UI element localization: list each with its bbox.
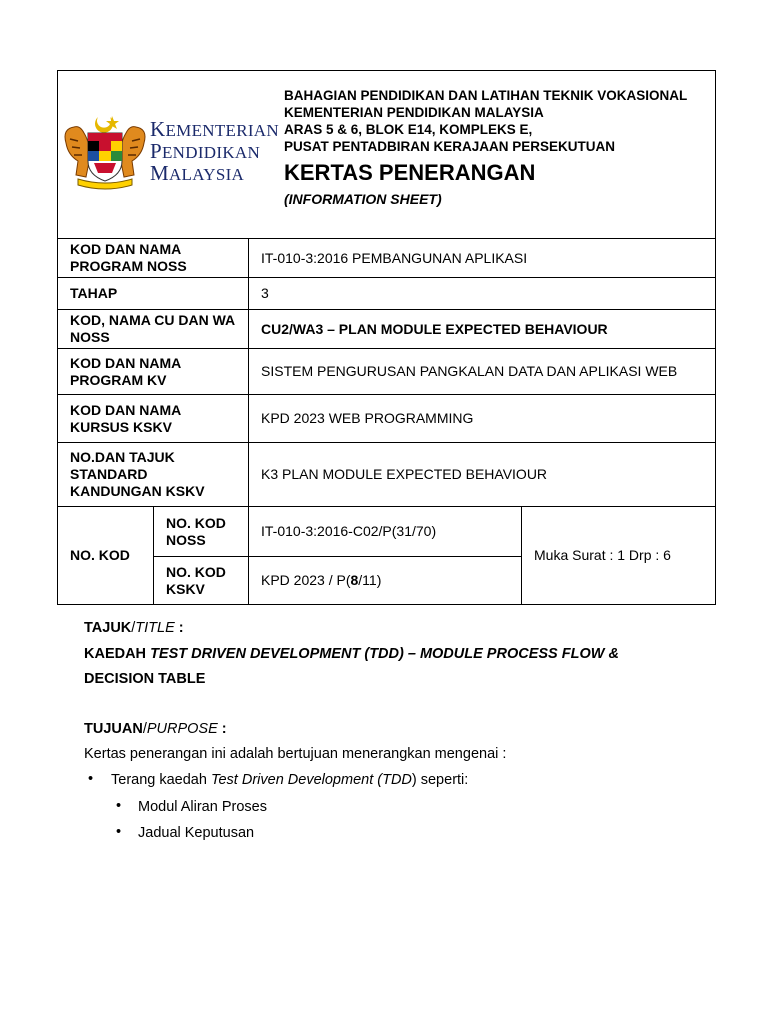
list-item: Modul Aliran Proses	[138, 799, 267, 815]
purpose-heading: TUJUAN/PURPOSE :	[84, 721, 227, 737]
kskv-code-value: KPD 2023 / P(8/11)	[249, 557, 522, 605]
list-item: Jadual Keputusan	[138, 825, 255, 841]
row-value: SISTEM PENGURUSAN PANGKALAN DATA DAN APLIKASI WEB	[249, 349, 716, 395]
row-value: KPD 2023 WEB PROGRAMMING	[249, 395, 716, 443]
row-label: TAHAP	[58, 278, 249, 310]
bullet-icon: •	[116, 824, 122, 840]
page-number: Muka Surat : 1 Drp : 6	[522, 507, 716, 605]
noss-code-value: IT-010-3:2016-C02/P(31/70)	[249, 507, 522, 557]
table-row	[58, 395, 716, 443]
malaysia-coat-of-arms-icon	[60, 113, 150, 193]
sheet-title: KERTAS PENERANGAN	[284, 160, 536, 185]
list-item: Terang kaedah Test Driven Development (TDD) seperti:	[111, 772, 469, 788]
row-label: KOD DAN NAMA PROGRAM KV	[58, 349, 249, 395]
row-value: 3	[249, 278, 716, 310]
table-row	[58, 278, 716, 310]
agency-line: PUSAT PENTADBIRAN KERAJAAN PERSEKUTUAN	[284, 139, 616, 154]
table-row	[58, 310, 716, 349]
agency-line: KEMENTERIAN PENDIDIKAN MALAYSIA	[284, 105, 544, 120]
title-heading: TAJUK/TITLE :	[84, 620, 184, 636]
table-row	[58, 507, 716, 557]
noss-code-label: NO. KOD NOSS	[154, 507, 249, 557]
agency-line: ARAS 5 & 6, BLOK E14, KOMPLEKS E,	[284, 122, 533, 137]
table-row	[58, 349, 716, 395]
document-title-line: KAEDAH TEST DRIVEN DEVELOPMENT (TDD) – MODULE PROCESS FLOW &	[84, 646, 619, 662]
ministry-logo	[60, 113, 280, 193]
kskv-code-label: NO. KOD KSKV	[154, 557, 249, 605]
table-row	[58, 443, 716, 507]
row-label: NO.DAN TAJUK STANDARD KANDUNGAN KSKV	[58, 443, 249, 507]
ministry-wordmark: KEMENTERIAN PENDIDIKAN MALAYSIA	[150, 117, 279, 185]
sheet-subtitle: (INFORMATION SHEET)	[284, 191, 442, 207]
bullet-icon: •	[116, 798, 122, 814]
table-row	[58, 239, 716, 278]
row-label: KOD, NAMA CU DAN WA NOSS	[58, 310, 249, 349]
row-value: IT-010-3:2016 PEMBANGUNAN APLIKASI	[249, 239, 716, 278]
agency-address	[284, 87, 714, 155]
purpose-intro: Kertas penerangan ini adalah bertujuan menerangkan mengenai :	[84, 746, 507, 762]
row-label: KOD DAN NAMA KURSUS KSKV	[58, 395, 249, 443]
row-value: K3 PLAN MODULE EXPECTED BEHAVIOUR	[249, 443, 716, 507]
document-title-line: DECISION TABLE	[84, 671, 206, 687]
bullet-icon: •	[88, 771, 94, 787]
agency-line: BAHAGIAN PENDIDIKAN DAN LATIHAN TEKNIK VOKASIONAL	[284, 88, 688, 103]
code-label: NO. KOD	[58, 507, 154, 605]
row-label: KOD DAN NAMA PROGRAM NOSS	[58, 239, 249, 278]
info-table	[57, 70, 716, 605]
row-value: CU2/WA3 – PLAN MODULE EXPECTED BEHAVIOUR	[249, 310, 716, 349]
header-cell	[58, 71, 716, 239]
